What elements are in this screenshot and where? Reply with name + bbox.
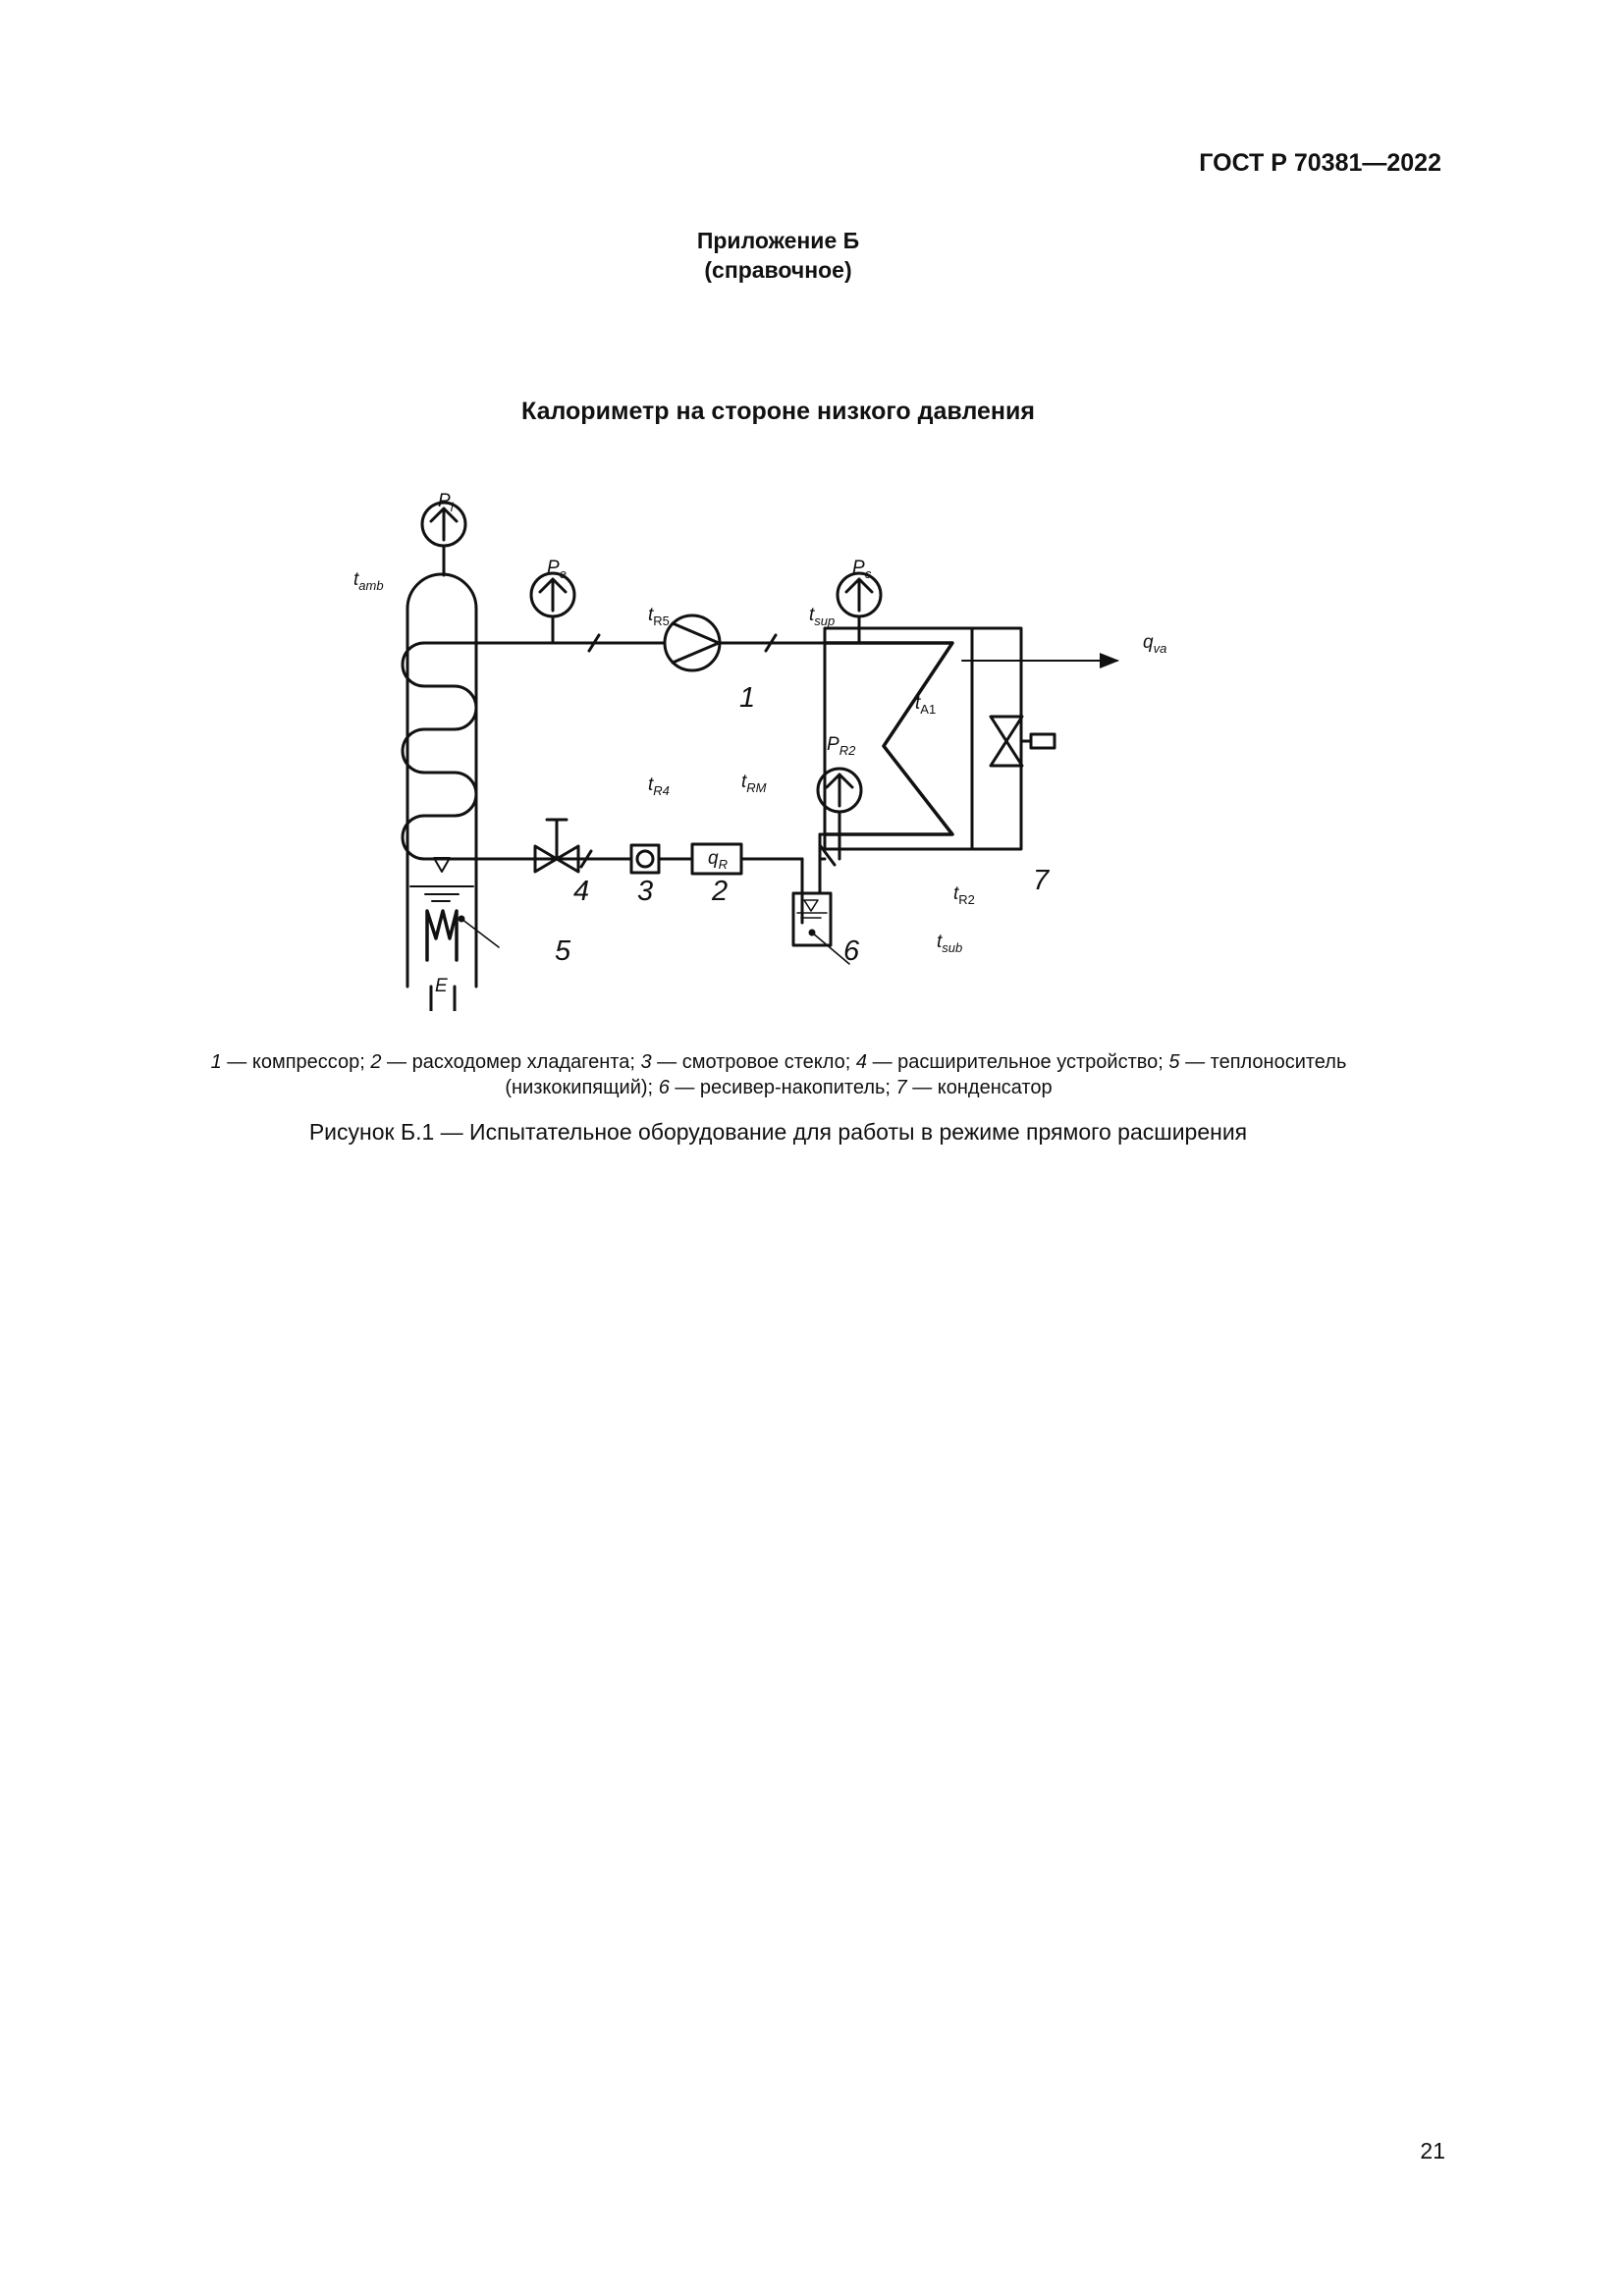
- calorimeter-vessel: [407, 574, 476, 987]
- heater: [427, 911, 457, 960]
- number-5: 5: [555, 935, 571, 967]
- legend-line-2: (низкокипящий); 6 — ресивер-накопитель; 7 — конденсатор: [505, 1077, 1053, 1098]
- label-trm: $t_{RM}$: [741, 772, 767, 795]
- appendix-subtitle: (справочное): [704, 257, 852, 283]
- label-pe: $P_e$: [547, 558, 567, 581]
- water-valve: [991, 717, 1022, 766]
- standard-number: ГОСТ Р 70381—2022: [1199, 149, 1441, 177]
- label-tr4: $t_{R4}$: [648, 774, 670, 798]
- figure-legend: [116, 1049, 1441, 1100]
- page-number: 21: [1420, 2138, 1445, 2163]
- label-tamb: $t_{amb}$: [353, 569, 384, 593]
- number-4: 4: [573, 876, 590, 907]
- coil: [403, 643, 515, 859]
- label-tsub: $t_{sub}$: [937, 932, 963, 955]
- label-e: E: [435, 976, 448, 996]
- figure-caption: Рисунок Б.1 — Испытательное оборудование для работы в режиме прямого расширения: [308, 1119, 1248, 1145]
- figure-heading: Калориметр на стороне низкого давления: [521, 398, 1035, 425]
- number-7: 7: [1033, 865, 1050, 896]
- label-ta1: $t_{A1}$: [915, 693, 937, 717]
- label-tsup: $t_{sup}$: [809, 605, 836, 628]
- label-qva: $q_{va}$: [1143, 632, 1167, 656]
- label-pi: $P_i$: [438, 491, 454, 514]
- appendix-heading: [0, 226, 1556, 285]
- number-1: 1: [739, 682, 756, 714]
- number-6: 6: [843, 935, 860, 967]
- label-qr: $q_R$: [708, 848, 728, 872]
- label-tr5: $t_{R5}$: [648, 605, 670, 628]
- condenser-coil: [825, 643, 952, 834]
- appendix-title: Приложение Б: [696, 228, 860, 253]
- number-3: 3: [637, 876, 654, 907]
- liquid-level: [410, 886, 473, 901]
- number-2: 2: [712, 876, 729, 907]
- label-pr2: $P_{R2}$: [827, 734, 856, 758]
- calorimeter-scheme: [353, 452, 1218, 1011]
- legend-line-1: 1 — компрессор; 2 — расходомер хладагента; 3 — смотровое стекло; 4 — расширительное устройство; 5 — теплоноситель: [210, 1051, 1347, 1073]
- receiver: [793, 893, 831, 945]
- label-pc: $P_c$: [852, 558, 872, 581]
- label-tr2: $t_{R2}$: [953, 883, 975, 907]
